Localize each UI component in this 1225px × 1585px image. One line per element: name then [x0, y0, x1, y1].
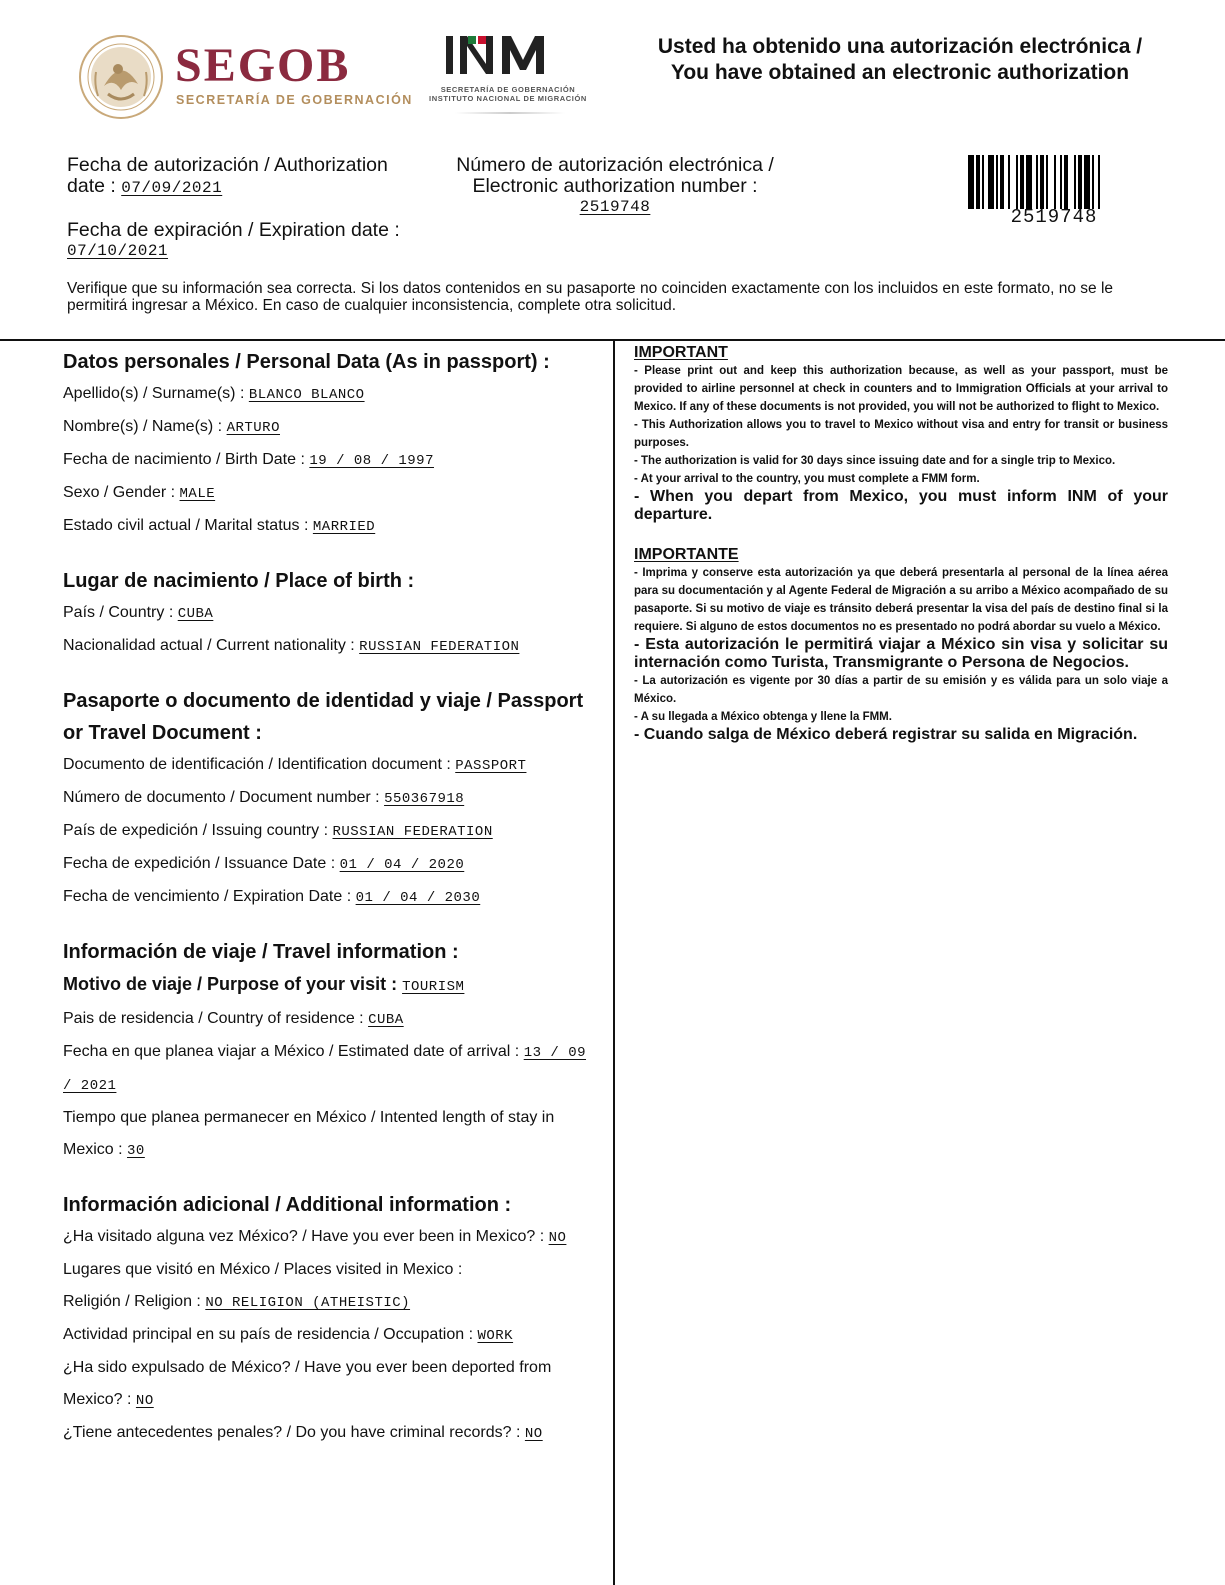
- authorization-date: [67, 155, 427, 199]
- importante-item-emphasized: - Esta autorización le permitirá viajar a México sin visa y solicitar su internación como Turista, Transmigrante o Persona de Negocios.: [634, 636, 1168, 671]
- residence-row: [63, 1003, 603, 1036]
- important-item: - Please print out and keep this authorization because, as well as your passport, must be provided to airline personnel at check in counters and to Immigration Officials at your arrival to Mexico. If any of these documents is not provided, you will not be authorized to flight to Mexico.: [634, 365, 1168, 413]
- birth-country-value: CUBA: [177, 606, 214, 622]
- religion-value: NO RELIGION (ATHEISTIC): [205, 1295, 411, 1311]
- issuing-country-row: [63, 815, 603, 848]
- gender-row: [63, 477, 603, 510]
- arrival-date-label: Fecha en que planea viajar a México / Estimated date of arrival :: [63, 1043, 520, 1060]
- document-title-english: You have obtained an electronic authorization: [670, 61, 1130, 84]
- barcode: [968, 155, 1140, 209]
- stay-length-row: [63, 1102, 563, 1167]
- gender-label: Sexo / Gender :: [63, 484, 176, 501]
- important-item: - This Authorization allows you to travel to Mexico without visa and entry for transit or business purposes.: [634, 419, 1168, 449]
- importante-item: - La autorización es vigente por 30 días a partir de su emisión y es válida para un solo viaje a México.: [634, 675, 1168, 705]
- nationality-label: Nacionalidad actual / Current nationality :: [63, 637, 355, 654]
- deported-label: ¿Ha sido expulsado de México? / Have you ever been deported from: [63, 1359, 552, 1376]
- document-title: [620, 34, 1180, 86]
- important-notices-column: [634, 344, 1168, 744]
- authorization-date-label: Fecha de autorización / Authorization date :: [67, 154, 388, 197]
- segob-logo-text: SEGOB: [175, 39, 351, 92]
- deported-row-cont: [63, 1384, 603, 1417]
- arrival-date-value-b: / 2021: [63, 1078, 117, 1094]
- purpose-row: [63, 968, 603, 1003]
- additional-info-title: Información adicional / Additional information :: [63, 1194, 512, 1216]
- arrival-date-value-a: 13 / 09: [523, 1045, 587, 1061]
- authorization-number: [450, 155, 780, 218]
- occupation-label: Actividad principal en su país de residencia / Occupation :: [63, 1326, 474, 1343]
- stay-length-value: 30: [127, 1143, 145, 1159]
- name-row: [63, 411, 603, 444]
- id-document-value: PASSPORT: [455, 758, 527, 774]
- arrival-date-row: [63, 1036, 603, 1069]
- id-document-label: Documento de identificación / Identification document :: [63, 756, 451, 773]
- visited-value: NO: [548, 1230, 567, 1246]
- nationality-value: RUSSIAN FEDERATION: [359, 639, 520, 655]
- document-title-spanish: Usted ha obtenido una autorización electrónica /: [657, 35, 1143, 58]
- issuance-date-label: Fecha de expedición / Issuance Date :: [63, 855, 336, 872]
- stay-length-label: Tiempo que planea permanecer en México / Intented length of stay in Mexico :: [63, 1109, 555, 1158]
- expiration-date-value: 07/10/2021: [67, 242, 169, 260]
- inm-subtitle-secretaria: SECRETARÍA DE GOBERNACIÓN: [440, 85, 576, 94]
- birth-country-label: País / Country :: [63, 604, 174, 621]
- authorization-number-label: Número de autorización electrónica / Electronic authorization number :: [456, 154, 774, 197]
- important-title: IMPORTANT: [634, 344, 728, 361]
- inm-logo-icon: [440, 30, 590, 86]
- purpose-value: TOURISM: [402, 979, 465, 995]
- surname-row: [63, 378, 603, 411]
- importante-item: - Imprima y conserve esta autorización ya que deberá presentarla al personal de la línea aérea para su documentación y al Agente Federal de Migración a su arribo a México acompañado de su pasaporte. Si su motivo de viaje es tránsito deberá presentar la visa del país de destino final si la requiere. Si alguno de estos documentos no es presentado no podrá abordar su vuelo a México.: [634, 567, 1168, 633]
- important-item: - At your arrival to the country, you must complete a FMM form.: [634, 473, 980, 485]
- important-final-notice: - When you depart from Mexico, you must inform INM of your departure.: [634, 488, 1168, 523]
- name-label: Nombre(s) / Name(s) :: [63, 418, 223, 435]
- residence-value: CUBA: [368, 1012, 404, 1028]
- importante-title: IMPORTANTE: [634, 546, 739, 563]
- authorization-date-value: 07/09/2021: [121, 179, 223, 197]
- importante-item: - A su llegada a México obtenga y llene la FMM.: [634, 711, 892, 723]
- id-document-row: [63, 749, 603, 782]
- inm-divider: [455, 112, 565, 114]
- marital-status-row: [63, 510, 603, 543]
- criminal-label: ¿Tiene antecedentes penales? / Do you have criminal records? :: [63, 1424, 521, 1441]
- marital-status-label: Estado civil actual / Marital status :: [63, 517, 309, 534]
- places-label: Lugares que visitó en México / Places visited in Mexico :: [63, 1261, 463, 1278]
- authorization-number-value: 2519748: [579, 198, 651, 216]
- document-header: [0, 0, 1225, 140]
- passport-title: Pasaporte o documento de identidad y viaje / Passport or Travel Document :: [63, 690, 584, 744]
- visited-row: [63, 1221, 603, 1254]
- deported-label-cont: Mexico? :: [63, 1391, 132, 1408]
- travel-info-title: Información de viaje / Travel information :: [63, 941, 459, 963]
- occupation-row: [63, 1319, 603, 1352]
- places-row: [63, 1254, 603, 1286]
- marital-status-value: MARRIED: [312, 519, 376, 535]
- nationality-row: [63, 630, 603, 663]
- importante-final-notice: - Cuando salga de México deberá registrar su salida en Migración.: [634, 726, 1138, 743]
- issuance-date-value: 01 / 04 / 2020: [339, 857, 465, 873]
- mexico-coat-of-arms-icon: [78, 34, 164, 120]
- surname-value: BLANCO BLANCO: [248, 387, 365, 403]
- birth-date-label: Fecha de nacimiento / Birth Date :: [63, 451, 305, 468]
- arrival-date-row-cont: [63, 1069, 603, 1102]
- issuing-country-value: RUSSIAN FEDERATION: [332, 824, 493, 840]
- name-value: ARTURO: [226, 420, 280, 436]
- verification-notice: Verifique que su información sea correcta. Si los datos contenidos en su pasaporte no coinciden exactamente con los incluidos en este formato, no se le permitirá ingresar a México. En caso de cualquier inconsistencia, complete otra solicitud.: [67, 280, 1114, 314]
- religion-row: [63, 1286, 603, 1319]
- criminal-value: NO: [524, 1426, 543, 1442]
- gender-value: MALE: [179, 486, 216, 502]
- important-item: - The authorization is valid for 30 days since issuing date and for a single trip to Mexico.: [634, 455, 1116, 467]
- birth-date-row: [63, 444, 603, 477]
- purpose-label: Motivo de viaje / Purpose of your visit :: [63, 974, 398, 994]
- segob-subtitle: SECRETARÍA DE GOBERNACIÓN: [176, 93, 413, 107]
- religion-label: Religión / Religion :: [63, 1293, 201, 1310]
- expiration-date: [67, 220, 447, 262]
- deported-row: [63, 1352, 603, 1384]
- issuing-country-label: País de expedición / Issuing country :: [63, 822, 329, 839]
- passport-expiration-label: Fecha de vencimiento / Expiration Date :: [63, 888, 352, 905]
- residence-label: Pais de residencia / Country of residence :: [63, 1010, 364, 1027]
- document-number-value: 550367918: [384, 791, 465, 807]
- criminal-row: [63, 1417, 603, 1450]
- deported-value: NO: [135, 1393, 154, 1409]
- document-number-label: Número de documento / Document number :: [63, 789, 380, 806]
- passport-expiration-row: [63, 881, 603, 914]
- applicant-data-column: [63, 346, 603, 1450]
- personal-data-title: Datos personales / Personal Data (As in passport) :: [63, 351, 550, 373]
- passport-expiration-value: 01 / 04 / 2030: [355, 890, 481, 906]
- birth-date-value: 19 / 08 / 1997: [309, 453, 434, 469]
- document-number-row: [63, 782, 603, 815]
- visited-label: ¿Ha visitado alguna vez México? / Have you ever been in Mexico? :: [63, 1228, 545, 1245]
- expiration-date-label: Fecha de expiración / Expiration date :: [67, 219, 400, 241]
- section-divider-vertical: [613, 340, 615, 1585]
- occupation-value: WORK: [477, 1328, 514, 1344]
- surname-label: Apellido(s) / Surname(s) :: [63, 385, 245, 402]
- issuance-date-row: [63, 848, 603, 881]
- birthplace-title: Lugar de nacimiento / Place of birth :: [63, 570, 415, 592]
- barcode-number: 2519748: [1010, 206, 1098, 228]
- inm-subtitle-instituto: INSTITUTO NACIONAL DE MIGRACIÓN: [429, 94, 587, 103]
- birth-country-row: [63, 597, 603, 630]
